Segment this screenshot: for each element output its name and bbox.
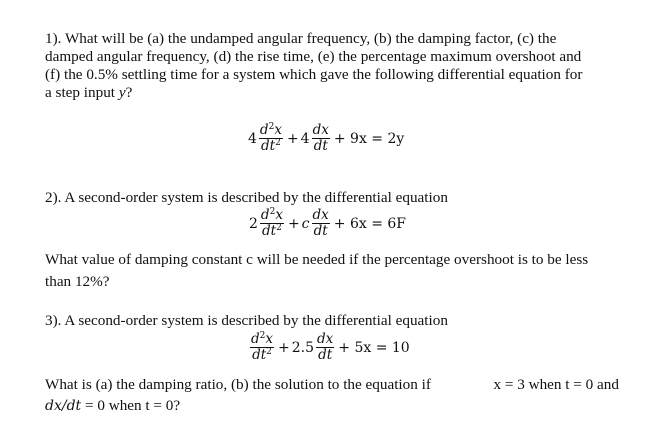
q2-intro: 2). A second-order system is described by the differential equation xyxy=(45,189,448,206)
q2-eq-plus: + xyxy=(287,215,300,232)
q3-eq-d2: dt xyxy=(318,347,333,363)
q1-line-4-text: a step input xyxy=(45,84,116,101)
q1-line-1: 1). What will be (a) the undamped angular frequency, (b) the damping factor, (c) the xyxy=(45,30,557,47)
q1-eq-n2: dx xyxy=(312,122,329,138)
q1-end: ? xyxy=(125,84,133,101)
q3-eq-first-derivative xyxy=(315,332,335,363)
q2-eq-second-derivative xyxy=(259,208,285,239)
q1-line-4 xyxy=(45,84,619,102)
q2-eq-first-derivative xyxy=(311,208,331,239)
q3-intro: 3). A second-order system is described by the differential equation xyxy=(45,312,448,329)
q2-question-line-1: What value of damping constant c will be needed if the percentage overshoot is to be less xyxy=(45,251,589,268)
q1-eq-n1x: x xyxy=(274,122,282,138)
q3-condition-2-math: dx/dt xyxy=(45,398,82,414)
q1-eq-second-derivative xyxy=(258,123,284,154)
q3-eq-d1sup: 2 xyxy=(266,347,272,357)
q1-eq-rest: + 9x = 2y xyxy=(333,130,405,147)
q2-question xyxy=(45,251,619,291)
q2-eq-n1: d xyxy=(260,207,270,223)
q1-eq-n1sup: 2 xyxy=(268,122,275,132)
q1-equation xyxy=(248,123,404,154)
q1-eq-d1: dt xyxy=(261,138,276,154)
q2-eq-coef1: 2 xyxy=(249,215,258,232)
q3-question-line-2 xyxy=(45,397,619,415)
q3-question-line-1 xyxy=(45,376,619,394)
q3-eq-n2: dx xyxy=(317,331,334,347)
q3-eq-n1x: x xyxy=(265,331,274,347)
q2-eq-coef2: c xyxy=(301,215,310,232)
q2-eq-d2: dt xyxy=(313,223,328,239)
q1-line-2: damped angular frequency, (d) the rise time, (e) the percentage maximum overshoot and xyxy=(45,48,582,65)
q1-eq-n1: d xyxy=(259,122,269,138)
q1-eq-plus: + xyxy=(286,130,299,147)
q3-question-text: What is (a) the damping ratio, (b) the solution to the equation if xyxy=(45,376,431,393)
q3-eq-second-derivative xyxy=(249,332,275,363)
q2-equation xyxy=(249,208,406,239)
q2-eq-n2: dx xyxy=(312,207,329,223)
q3-eq-rest: + 5x = 10 xyxy=(338,339,410,356)
question-1 xyxy=(45,30,619,102)
q3-eq-n1: d xyxy=(251,331,260,347)
q2-question-line-2: than 12%? xyxy=(45,273,110,290)
q3-eq-coef2: 2.5 xyxy=(291,339,315,356)
q1-input-var: y xyxy=(118,84,126,101)
q2-eq-d1sup: 2 xyxy=(276,223,282,233)
q3-eq-plus: + xyxy=(278,339,290,356)
q1-eq-coef2: 4 xyxy=(300,130,310,147)
q3-condition-2-rest: = 0 when t = 0? xyxy=(84,397,181,414)
q3-equation xyxy=(248,332,410,363)
q2-eq-n1sup: 2 xyxy=(269,207,276,217)
q3-eq-d1: dt xyxy=(252,347,267,363)
q3-question xyxy=(45,376,619,415)
q1-line-3: (f) the 0.5% settling time for a system which gave the following differential equation for xyxy=(45,66,583,83)
q3-eq-n1sup: 2 xyxy=(259,331,266,341)
q1-eq-first-derivative xyxy=(311,123,331,154)
q3-condition-1: x = 3 when t = 0 and xyxy=(493,376,619,393)
q1-eq-d2: dt xyxy=(313,138,328,154)
q2-eq-d1: dt xyxy=(262,223,277,239)
q2-eq-n1x: x xyxy=(275,207,283,223)
q1-eq-coef1: 4 xyxy=(248,130,257,147)
q1-eq-d1sup: 2 xyxy=(275,138,281,148)
q2-eq-rest: + 6x = 6F xyxy=(333,215,407,232)
